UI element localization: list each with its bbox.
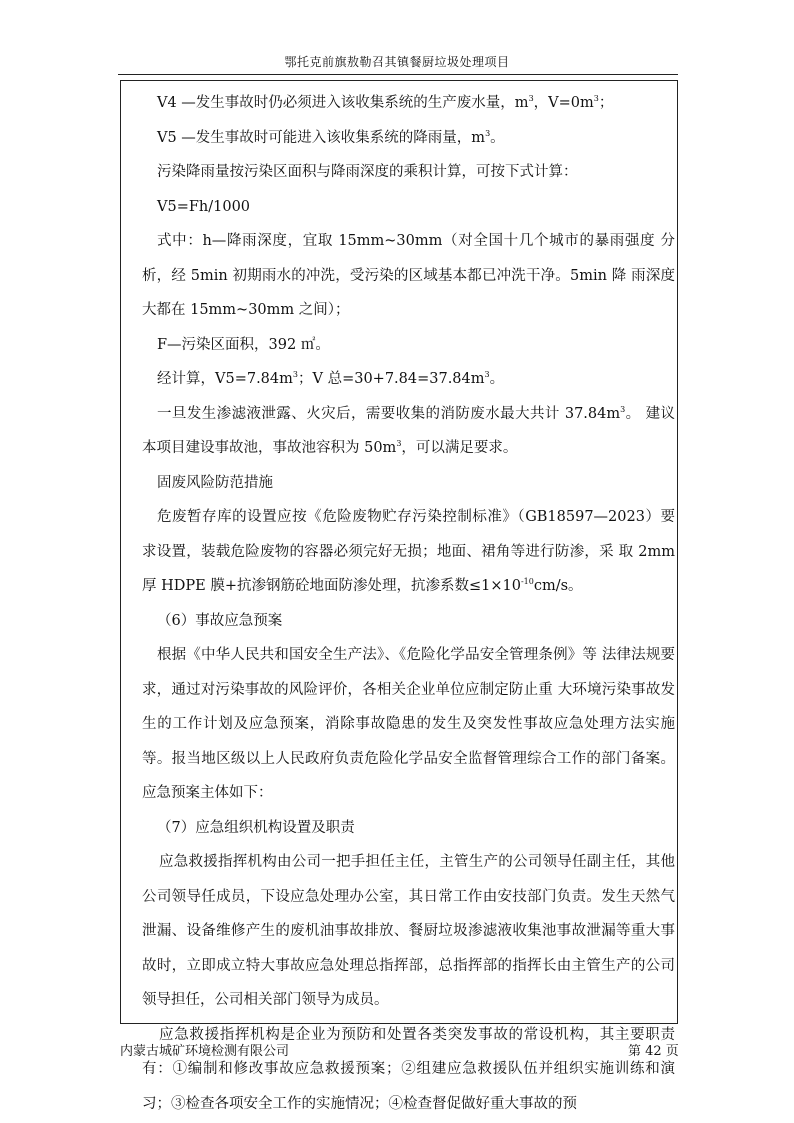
- paragraph-hazardous-waste: 危废暂存库的设置应按《危险废物贮存污染控制标准》（GB18597—2023）要求设置，装载危险废物的容器必须完好无损；地面、裙角等进行防渗，采 取 2mm 厚 HDPE 膜+抗渗钢筋砼地面防渗处理，抗渗系数$\le 1\times 10^{-10}cm/s$。: [142, 509, 675, 594]
- header-rule: [118, 74, 678, 75]
- heading-organization: （7）应急组织机构设置及职责: [157, 819, 355, 836]
- paragraph-emergency-plan: 根据《中华人民共和国安全生产法》、《危险化学品安全管理条例》等 法律法规要求，通过对污染事故的风险评价，各相关企业单位应制定防止重 大环境污染事故发生的工作计划及应急预案，消除事故隐患的发生及突发性事故应急处理方法实施等。报当地区级以上人民政府负责危险化学品安全监督管理综合工作的部门备案。应急预案主体如下：: [142, 647, 675, 801]
- paragraph-command-structure: 应急救援指挥机构由公司一把手担任主任，主管生产的公司领导任副主任，其他公司领导任成员，下设应急处理办公室，其日常工作由安技部门负责。发生天然气泄漏、设备维修产生的废机油事故排放、餐厨垃圾渗滤液收集池事故泄漏等重大事故时，立即成立特大事故应急处理总指挥部，总指挥部的指挥长由主管生产的公司领导担任，公司相关部门领导为成员。: [142, 854, 675, 1008]
- footer-page-number: 第 42 页: [628, 1044, 679, 1059]
- paragraph-rain-formula-intro: 污染降雨量按污染区面积与降雨深度的乘积计算，可按下式计算：: [157, 164, 578, 180]
- paragraph-area: F—污染区面积，392 ㎡。: [157, 336, 330, 353]
- heading-solid-waste: 固废风险防范措施: [157, 474, 273, 491]
- paragraph-responsibilities: 应急救援指挥机构是企业为预防和处置各类突发事故的常设机构，其主要职责有：①编制和修改事故应急救援预案；②组建应急救援队伍并组织实施训练和演习；③检查各项安全工作的实施情况；④检查督促做好重大事故的预: [142, 1026, 675, 1112]
- paragraph-rain-depth: 式中：h—降雨深度，宜取 15mm~30mm（对全国十几个城市的暴雨强度 分析，经 5min 初期雨水的冲洗，受污染的区域基本都已冲洗干净。5min 降 雨深度大都在 15mm~30mm 之间）；: [142, 233, 675, 318]
- paragraph-v5: V5 —发生事故时可能进入该收集系统的降雨量，$m^3$。: [157, 128, 505, 146]
- page-header: 鄂托克前旗敖勒召其镇餐厨垃圾处理项目: [284, 55, 510, 69]
- paragraph-v4: V4 —发生事故时仍必须进入该收集系统的生产废水量，$m^3$，$V=0m^3$；: [157, 94, 614, 111]
- footer-company: 内蒙古城矿环境检测有限公司: [120, 1044, 290, 1059]
- heading-emergency-plan: （6）事故应急预案: [157, 612, 283, 629]
- paragraph-accident-pool: 一旦发生渗滤液泄露、火灾后，需要收集的消防废水最大共计 $37.84m^3$。 建议本项目建设事故池，事故池容积为 $50m^3$，可以满足要求。: [142, 404, 676, 456]
- paragraph-calculation: 经计算，$V5=7.84m^3$；V 总$=30+7.84=37.84m^3$。: [157, 370, 505, 387]
- document-body: [142, 86, 675, 1121]
- paragraph-formula: V5=Fh/1000: [157, 198, 251, 215]
